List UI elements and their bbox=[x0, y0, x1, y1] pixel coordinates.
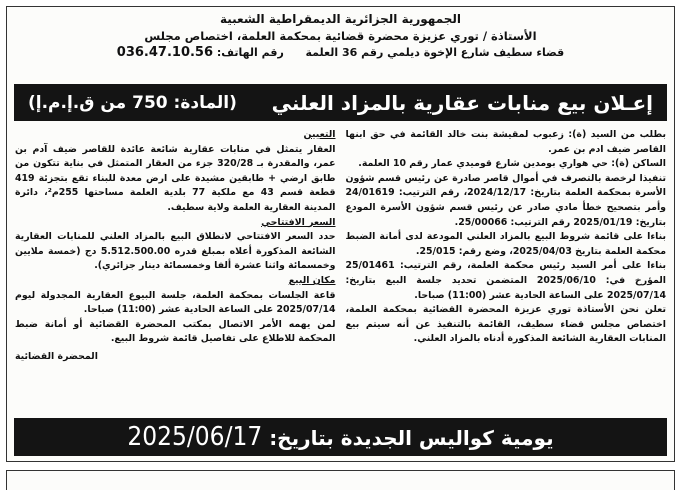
notice-body bbox=[15, 128, 666, 418]
sale-place-text: قاعة الجلسات بمحكمة العلمة، جلسة البيوع العقارية المجدولة ليوم 2025/07/14 على الساعة الحادية عشر (11:00) صباحا. bbox=[15, 289, 336, 316]
publication-date: 2025/06/17 bbox=[127, 422, 263, 452]
publication-footer bbox=[14, 418, 667, 456]
republic-heading: الجمهورية الجزائرية الديمقراطية الشعبية bbox=[219, 12, 462, 26]
notice-title: إعـلان بيع منابات عقارية بالمزاد العلني bbox=[271, 90, 653, 115]
announcement-paragraph: تعلن نحن الأستاذة توري عزيزة المحضرة القضائية بمحكمة العلمة، اختصاص مجلس قضاء سطيف، القائمة بالتنفيذ عن أنه سيتم بيع المنابات العقارية الشائعة المذكورة أدناه بالمزاد العلني. bbox=[345, 304, 666, 345]
legal-article: (المادة: 750 من ق.إ.م.إ) bbox=[28, 92, 237, 113]
sale-place-title: مكان البيع bbox=[288, 274, 336, 286]
bailiff-line: الأستاذة / توري عزيزة محضرة قضائية بمحكمة العلمة، اختصاص مجلس bbox=[144, 29, 537, 43]
bailiff-signature: المحضرة القضائية bbox=[15, 350, 98, 362]
auction-notice bbox=[6, 6, 675, 462]
contact-text: لمن يهمه الأمر الاتصال بمكتب المحضرة القضائية أو أمانة ضبط المحكمة للاطلاع على تفاصيل قائمة شروط البيع. bbox=[15, 318, 336, 345]
designation-text: العقار يتمثل في منابات عقارية شائعة عائدة للقاصر ضيف آدم بن عمر، والمقدرة بـ 320/28 جزء من العقار المتمثل في بناية تتكون من طابق ارضي + طابقين مشيدة على ارض معدة للبناء تقع بتجزئة 419 قطعة قسم 43 مع ملكية 77 بلدية العلمة مساحتها 255م²، دائرة المدينة العقارية العلمة ولاية سطيف. bbox=[15, 143, 336, 213]
notice-header bbox=[7, 7, 674, 61]
residence-paragraph: الساكن (ة): حي هواري بومدين شارع قوميدي عمار رقم 10 العلمة. bbox=[358, 158, 666, 170]
opening-price-title: السعر الافتتاحي bbox=[261, 216, 336, 228]
right-column bbox=[346, 128, 667, 418]
designation-title: التعيين bbox=[303, 129, 336, 140]
address-line bbox=[7, 44, 674, 61]
applicant-paragraph: بطلب من السيد (ة): زعبوب لمقيشة بنت خالد القائمة في حق ابنها القاصر ضيف ادم بن عمر. bbox=[345, 129, 666, 155]
notice-title-banner bbox=[14, 84, 667, 121]
license-paragraph: تنفيذا لرخصة بالتصرف في أموال قاصر صادرة عن رئيس قسم شؤون الأسرة بمحكمة العلمة بتاريخ: 2024/12/17، رقم الترتيب: 24/01619 وأمر بتصحيح خطأ مادي صادر عن رئيس قسم شؤون الأسرة المودع بتاريخ: 2025/01/19 رقم الترتيب: 25/00066. bbox=[345, 172, 666, 228]
office-address: قضاء سطيف شارع الإخوة ديلمي رقم 36 العلمة bbox=[305, 46, 565, 59]
phone-label: رقم الهاتف: bbox=[216, 46, 284, 59]
left-column bbox=[15, 128, 336, 418]
phone-number: 036.47.10.56 bbox=[116, 45, 214, 60]
court-order-paragraph: بناءا على أمر السيد رئيس محكمة العلمة، رقم الترتيب: 25/01461 المؤرخ في: 2025/06/10 المتضمن تحديد جلسة البيع بتاريخ: 2025/07/14 على الساعة الحادية عشر (11:00) صباحا. bbox=[345, 260, 666, 301]
publication-label: يومية كواليس الجديدة بتاريخ: bbox=[269, 426, 554, 450]
conditions-paragraph: بناءا على قائمة شروط البيع بالمزاد العلني المودعة لدى أمانة الضبط محكمة العلمة بتاريخ 2025/04/03، وضع رقم: 25/015. bbox=[345, 231, 666, 257]
opening-price-text: حدد السعر الافتتاحي لانطلاق البيع بالمزاد العلني للمنابات العقارية الشائعة المذكورة أعلاه بمبلغ قدره 5.512.500.00 دج (خمسة ملايين وخمسمائة واثنا عشرة ألفا وخمسمائة دينار جزائري). bbox=[15, 231, 336, 272]
next-article-edge bbox=[6, 470, 675, 490]
